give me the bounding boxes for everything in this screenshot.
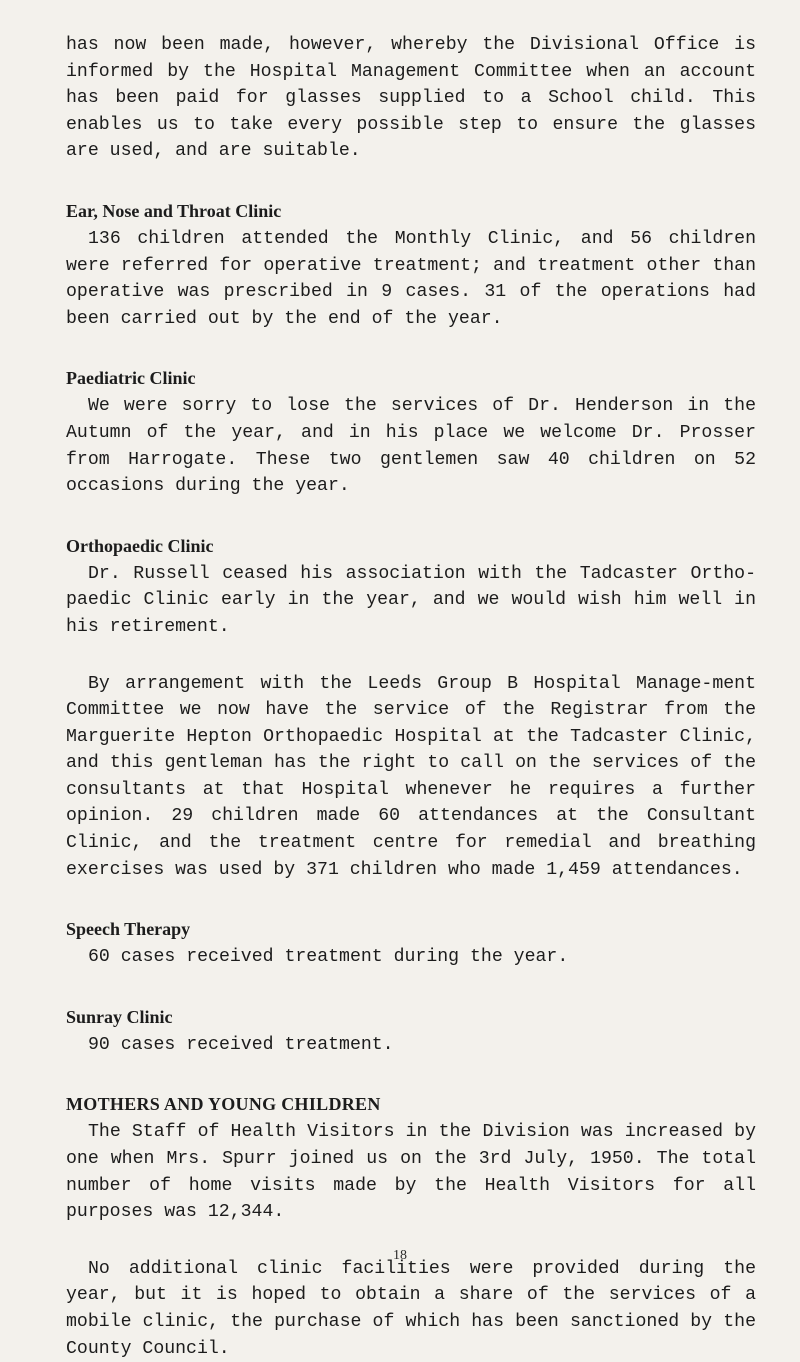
section-orthopaedic-clinic	[66, 533, 756, 884]
orthopaedic-paragraph-2: By arrangement with the Leeds Group B Hospital Manage-ment Committee we now have the service of the Registrar from the Marguerite Hepton Orthopaedic Hospital at the Tadcaster Clinic, and this gentleman has the right to call on the services of the consultants at that Hospital whenever he requires a further opinion. 29 children made 60 attendances at the Consultant Clinic, and the treatment centre for remedial and breathing exercises was used by 371 children who made 1,459 attendances.	[66, 673, 756, 880]
ent-paragraph: 136 children attended the Monthly Clinic, and 56 children were referred for operative treatment; and treatment other than operative was prescribed in 9 cases. 31 of the operations had been carried out by the end of the year.	[66, 228, 756, 329]
orthopaedic-paragraph-1: Dr. Russell ceased his association with the Tadcaster Ortho-paedic Clinic early in the year, and we would wish him well in his retirement.	[66, 563, 756, 637]
speech-paragraph: 60 cases received treatment during the year.	[88, 947, 569, 968]
section-sunray-clinic	[66, 1004, 756, 1059]
section-speech-therapy	[66, 916, 756, 971]
heading-sunray-clinic: Sunray Clinic	[66, 1006, 173, 1027]
heading-paediatric-clinic: Paediatric Clinic	[66, 368, 196, 389]
section-mothers-young-children	[66, 1091, 756, 1362]
intro-paragraph: has now been made, however, whereby the Divisional Office is informed by the Hospital Management Committee when an account has been paid for glasses supplied to a School child. This enables us to take every possible step to ensure the glasses are used, and are suitable.	[66, 35, 756, 162]
page-number: 18	[393, 1248, 407, 1263]
section-paediatric-clinic	[66, 365, 756, 499]
mothers-paragraph-2: No additional clinic facilities were provided during the year, but it is hoped to obtain a share of the services of a mobile clinic, the purchase of which has been sanctioned by the County Council.	[66, 1258, 756, 1359]
heading-ent-clinic: Ear, Nose and Throat Clinic	[66, 200, 282, 221]
heading-mothers-young-children: MOTHERS AND YOUNG CHILDREN	[66, 1094, 381, 1115]
mothers-paragraph-1: The Staff of Health Visitors in the Division was increased by one when Mrs. Spurr joined us on the 3rd July, 1950. The total number of home visits made by the Health Visitors for all purposes was 12,344.	[66, 1122, 756, 1223]
paediatric-paragraph: We were sorry to lose the services of Dr. Henderson in the Autumn of the year, and in his place we welcome Dr. Prosser from Harrogate. These two gentlemen saw 40 children on 52 occasions during the year.	[66, 396, 756, 497]
document-page	[66, 32, 756, 1362]
heading-speech-therapy: Speech Therapy	[66, 919, 191, 940]
heading-orthopaedic-clinic: Orthopaedic Clinic	[66, 535, 214, 556]
sunray-paragraph: 90 cases received treatment.	[88, 1034, 394, 1055]
section-ent-clinic	[66, 198, 756, 332]
